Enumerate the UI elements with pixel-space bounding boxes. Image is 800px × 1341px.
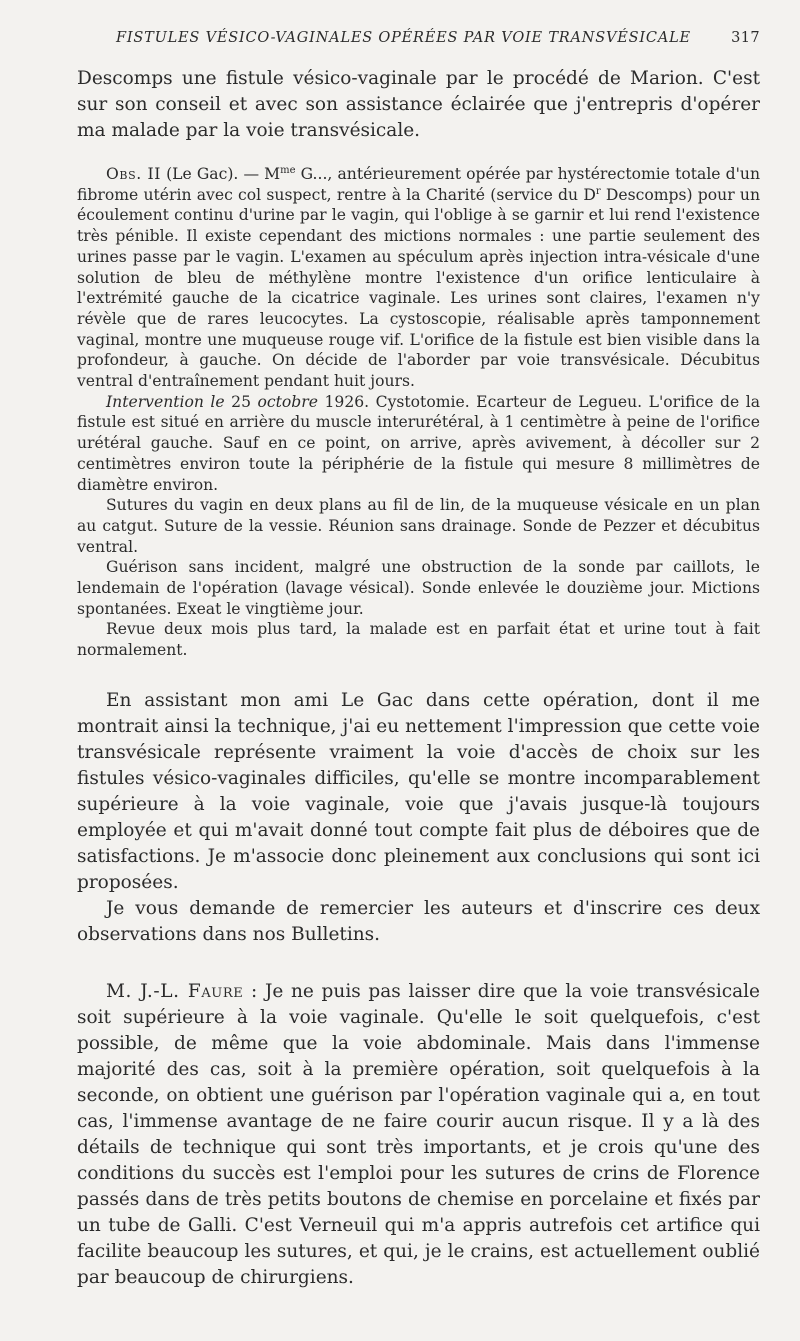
intervention-month: octobre <box>257 392 318 411</box>
running-title: FISTULES VÉSICO-VAGINALES OPÉRÉES PAR VOIE TRANSVÉSICALE <box>116 30 691 46</box>
review-paragraph: Revue deux mois plus tard, la malade est en parfait état et urine tout à fait normalement. <box>77 620 760 660</box>
sutures-paragraph: Sutures du vagin en deux plans au fil de lin, de la muqueuse vésicale en un plan au catgut. Suture de la vessie. Réunion sans drainage. Sonde de Pezzer et décubitus ventral. <box>77 496 760 556</box>
reply-text: : Je ne puis pas laisser dire que la voie transvésicale soit supérieure à la voie vaginale. Qu'elle le soit quelquefois, c'est possible, de même que la voie abdominale. Mais dans l'immense majorité des cas, soit à la première opération, soit quelquefois à la seconde, on obtient une guérison par l'opération vaginale qui a, en tout cas, l'immense avantage de ne faire courir aucun risque. Il y a là des détails de technique qui sont très importants, et je crois qu'une des conditions du succès est l'emploi pour les sutures de crins de Florence passés dans de très petits boutons de chemise en porcelaine et fixés par un tube de Galli. C'est Verneuil qui m'a appris autrefois cet artifice qui facilite beaucoup les sutures, et qui, je le crains, est actuellement oublié par beaucoup de chirurgiens. <box>77 980 760 1288</box>
section-spacer <box>77 948 760 979</box>
observation-superscript: me <box>280 164 296 176</box>
observation-text-1: (Le Gac). — M <box>160 165 281 183</box>
intervention-label: Intervention le <box>106 392 225 411</box>
discussion-paragraph-1: En assistant mon ami Le Gac dans cette opération, dont il me montrait ainsi la technique, j'ai eu nettement l'impression que cette voie transvésicale représente vraiment la voie d'accès de choix sur les fistules vésico-vaginales difficiles, qu'elle se montre incomparablement supérieure à la voie vaginale, voie que j'avais jusque-là toujours employée et qui m'avait donné tout compte fait plus de déboires que de satisfactions. Je m'associe donc pleinement aux conclusions qui sont ici proposées. <box>77 689 760 893</box>
intervention-date: 25 <box>224 392 258 411</box>
observation-superscript-2: r <box>595 185 601 197</box>
intro-paragraph: Descomps une fistule vésico-vaginale par le procédé de Marion. C'est sur son conseil et avec son assistance éclairée que j'entrepris d'opérer ma malade par la voie transvésicale. <box>77 68 760 141</box>
observation-block <box>77 164 760 661</box>
discussion-block <box>77 688 760 948</box>
page-number: 317 <box>731 30 760 46</box>
reply-paragraph <box>77 979 760 1291</box>
running-head <box>77 26 760 48</box>
discussion-paragraph-2: Je vous demande de remercier les auteurs et d'inscrire ces deux observations dans nos Bulletins. <box>77 897 760 945</box>
observation-text-2: G..., antérieurement opérée par hystérectomie totale d'un fibrome utérin avec col suspect, rentre à la Charité (service du D <box>77 165 760 204</box>
observation-text-3: Descomps) pour un écoulement continu d'urine par le vagin, qui l'oblige à se garnir et lui rend l'existence très pénible. Il existe cependant des mictions normales : une partie seulement des urines passe par le vagin. L'examen au spéculum après injection intra-vésicale d'une solution de bleu de méthylène montre l'existence d'un orifice lenticulaire à l'extrémité gauche de la cicatrice vaginale. Les urines sont claires, l'examen n'y révèle que de rares leucocytes. La cystoscopie, réalisable après tamponnement vaginal, montre une muqueuse rouge vif. L'orifice de la fistule est bien visible dans la profondeur, à gauche. On décide de l'aborder par voie transvésicale. Décubitus ventral d'entraînement pendant huit jours. <box>77 185 760 391</box>
reply-speaker: M. J.-L. Faure <box>106 980 244 1002</box>
healing-paragraph: Guérison sans incident, malgré une obstruction de la sonde par caillots, le lendemain de l'opération (lavage vésical). Sonde enlevée le douzième jour. Mictions spontanées. Exeat le vingtième jour. <box>77 558 760 618</box>
observation-paragraph <box>77 164 760 392</box>
intervention-text: 1926. Cystotomie. Ecarteur de Legueu. L'orifice de la fistule est situé en arrière du muscle interurétéral, à 1 centimètre à peine de l'orifice urétéral gauche. Sauf en ce point, on arrive, après avivement, à décoller sur 2 centimètres environ toute la périphérie de la fistule qui mesure 8 millimètres de diamètre environ. <box>77 392 760 494</box>
intervention-paragraph <box>77 392 760 496</box>
observation-label: Obs. II <box>106 165 161 183</box>
